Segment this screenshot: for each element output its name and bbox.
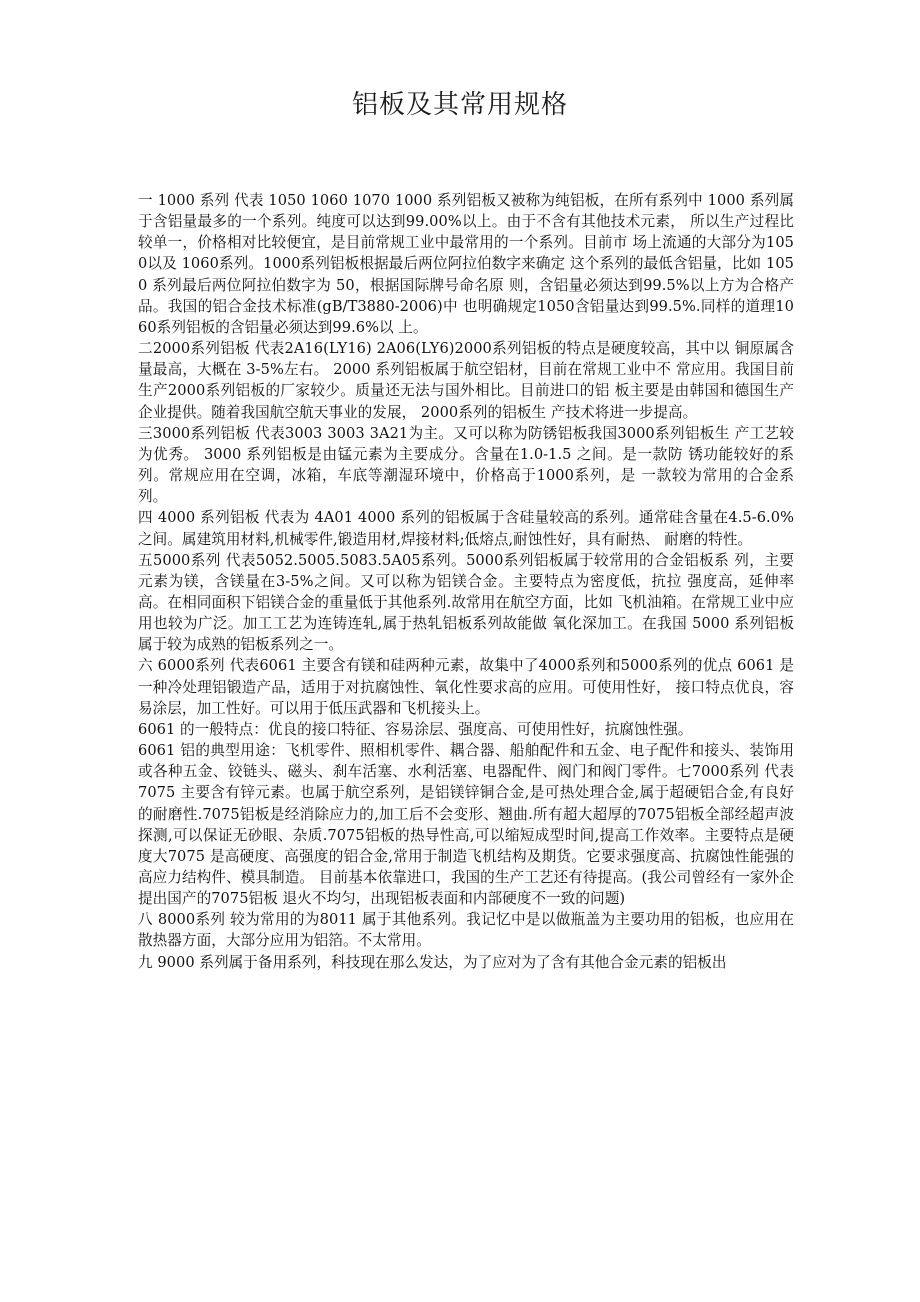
paragraph-series-3000: 三3000系列铝板 代表3003 3003 3A21为主。又可以称为防锈铝板我国3000系列铝板生 产工艺较为优秀。 3000 系列铝板是由锰元素为主要成分。含量在1.0-1.5 之间。是一款防 锈功能较好的系列。常规应用在空调，冰箱，车底等潮湿环境中，价格高于1000系列，是 一款较为常用的合金系列。	[138, 424, 794, 506]
paragraph-series-1000: 一 1000 系列 代表 1050 1060 1070 1000 系列铝板又被称为纯铝板，在所有系列中 1000 系列属于含铝量最多的一个系列。纯度可以达到99.00%以上。由于不含有其他技术元素， 所以生产过程比较单一，价格相对比较便宜，是目前常规工业中最常用的一个系列。目前市 场上流通的大部分为1050以及 1060系列。1000系列铝板根据最后两位阿拉伯数字来确定 这个系列的最低含铝量，比如 1050 系列最后两位阿拉伯数字为 50，根据国际牌号命名原 则，含铝量必须达到99.5%以上方为合格产品。我国的铝合金技术标准(gB/T3880-2006)中 也明确规定1050含铝量达到99.5%.同样的道理1060系列铝板的含铝量必须达到99.6%以 上。	[138, 192, 794, 336]
paragraph-series-8000: 八 8000系列 较为常用的为8011 属于其他系列。我记忆中是以做瓶盖为主要功用的铝板，也应用在散热器方面，大部分应用为铝箔。不太常用。	[138, 911, 794, 950]
paragraph-series-9000: 九 9000 系列属于备用系列，科技现在那么发达，为了应对为了含有其他合金元素的铝板出	[138, 953, 727, 971]
paragraph-series-6000: 六 6000系列 代表6061 主要含有镁和硅两种元素，故集中了4000系列和5000系列的优点 6061 是一种冷处理铝锻造产品，适用于对抗腐蚀性、氧化性要求高的应用。可使用性好， 接口特点优良，容易涂层，加工性好。可以用于低压武器和飞机接头上。	[138, 657, 794, 717]
document-body	[138, 190, 794, 973]
paragraph-series-4000: 四 4000 系列铝板 代表为 4A01 4000 系列的铝板属于含硅量较高的系列。通常硅含量在4.5-6.0%之间。属建筑用材料,机械零件,锻造用材,焊接材料;低熔点,耐蚀性好，具有耐热、 耐磨的特性。	[138, 509, 794, 548]
paragraph-series-5000: 五5000系列 代表5052.5005.5083.5A05系列。5000系列铝板属于较常用的合金铝板系 列，主要元素为镁，含镁量在3-5%之间。又可以称为铝镁合金。主要特点为密度低，抗拉 强度高，延伸率高。在相同面积下铝镁合金的重量低于其他系列.故常用在航空方面，比如 飞机油箱。在常规工业中应用也较为广泛。加工工艺为连铸连轧,属于热轧铝板系列故能做 氧化深加工。在我国 5000 系列铝板属于较为成熟的铝板系列之一。	[138, 551, 794, 654]
paragraph-features-6061: 6061 的一般特点：优良的接口特征、容易涂层、强度高、可使用性好，抗腐蚀性强。	[138, 720, 693, 738]
page-title: 铝板及其常用规格	[351, 90, 568, 120]
paragraph-series-2000: 二2000系列铝板 代表2A16(LY16) 2A06(LY6)2000系列铝板的特点是硬度较高，其中以 铜原属含量最高，大概在 3-5%左右。 2000 系列铝板属于航空铝材，目前在常规工业中不 常应用。我国目前生产2000系列铝板的厂家较少。质量还无法与国外相比。目前进口的铝 板主要是由韩国和德国生产企业提供。随着我国航空航天事业的发展， 2000系列的铝板生 产技术将进一步提高。	[138, 340, 794, 421]
paragraph-uses-6061-and-series-7000: 6061 铝的典型用途：飞机零件、照相机零件、耦合器、船舶配件和五金、电子配件和接头、装饰用或各种五金、铰链头、磁头、刹车活塞、水利活塞、电器配件、阀门和阀门零件。七7000系列 代表 7075 主要含有锌元素。也属于航空系列，是铝镁锌铜合金,是可热处理合金,属于超硬铝合金,有良好的耐磨性.7075铝板是经消除应力的,加工后不会变形、翘曲.所有超大超厚的7075铝板全部经超声波探测,可以保证无砂眼、杂质.7075铝板的热导性高,可以缩短成型时间,提高工作效率。主要特点是硬度大7075 是高硬度、高强度的铝合金,常用于制造飞机结构及期货。它要求强度高、抗腐蚀性能强的高应力结构件、模具制造。 目前基本依靠进口，我国的生产工艺还有待提高。(我公司曾经有一家外企提出国产的7075铝板 退火不均匀，出现铝板表面和内部硬度不一致的问题)	[138, 742, 794, 908]
